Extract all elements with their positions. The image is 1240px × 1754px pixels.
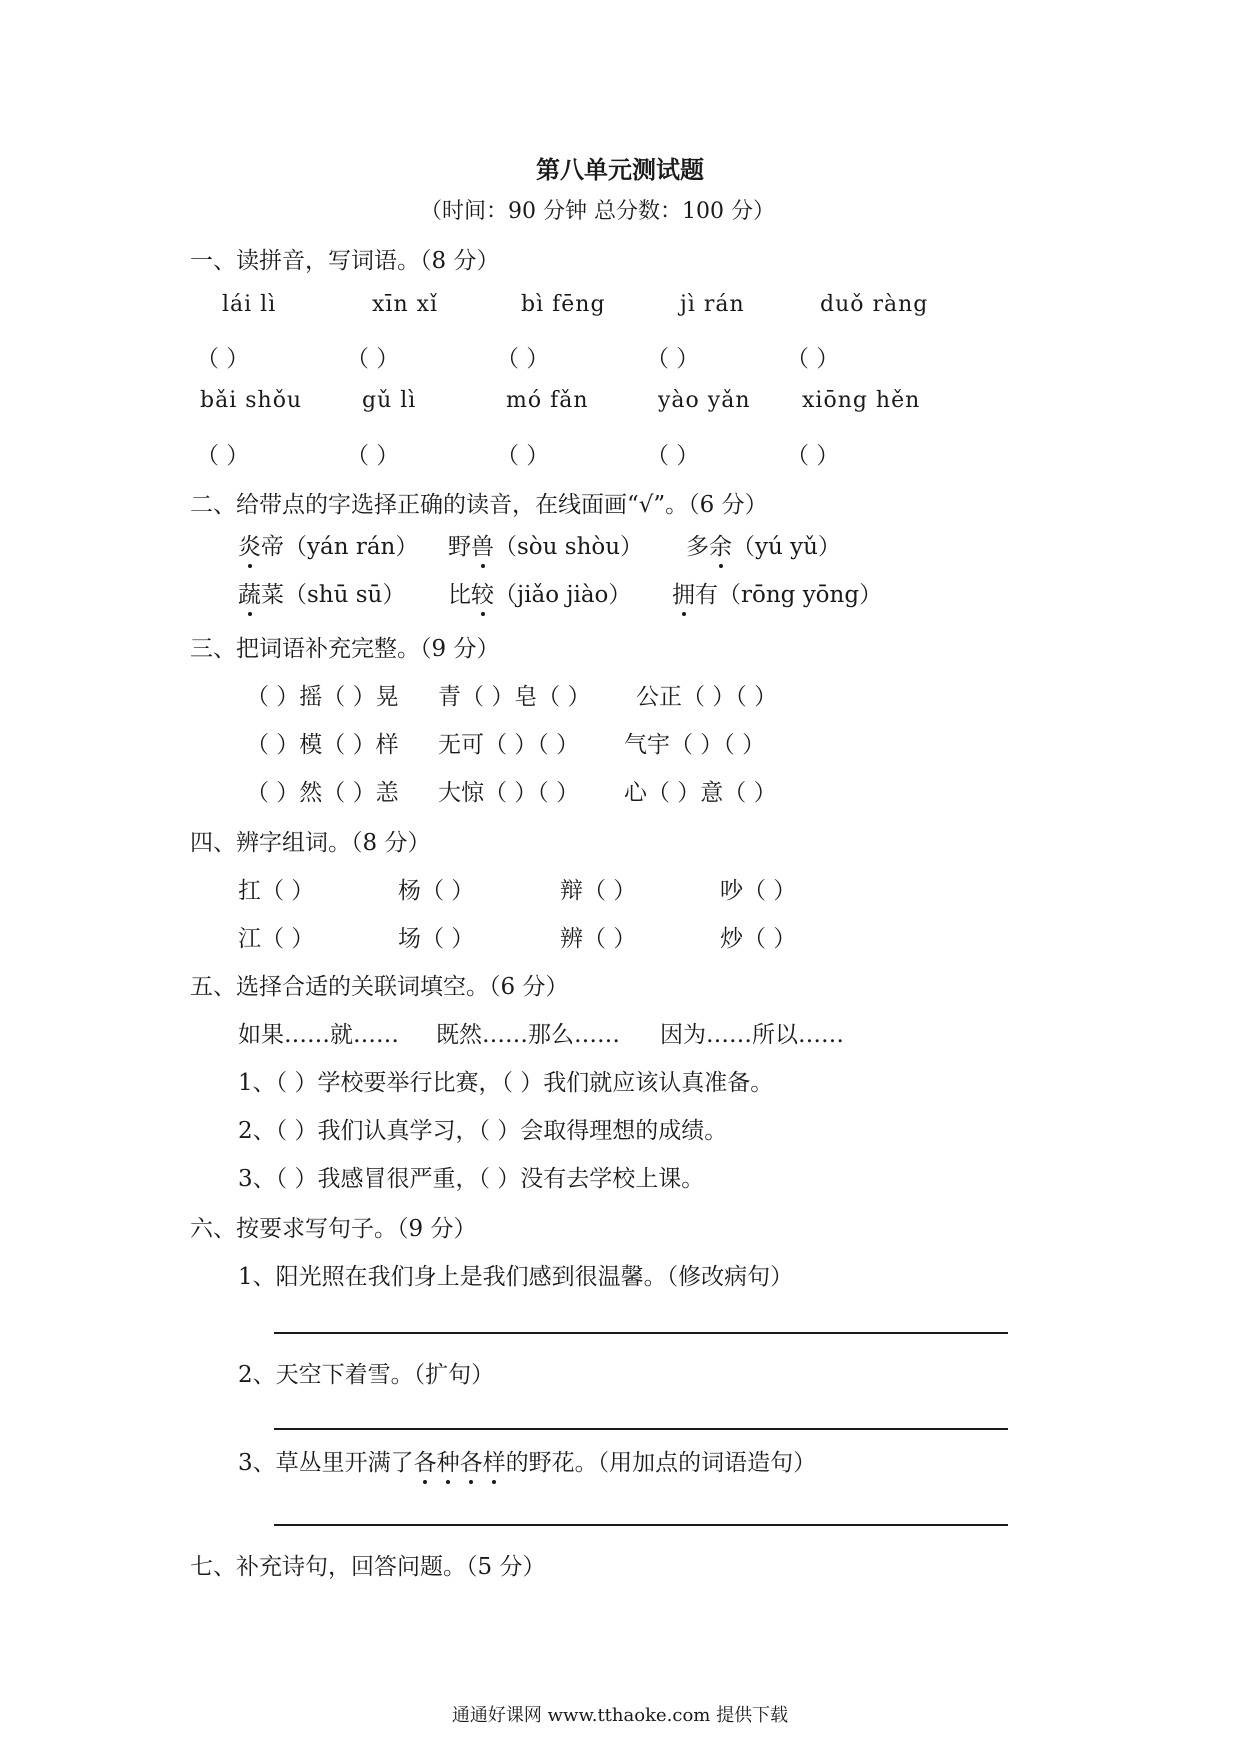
answer-blank[interactable]: （ ） [346,443,400,469]
word-blank[interactable]: 辩（ ） [560,878,637,904]
reading-options[interactable]: （yán rán） [284,534,419,560]
section-6-heading: 六、按要求写句子。（9 分） [190,1216,477,1242]
reading-item [672,576,882,609]
word-blank[interactable]: 江（ ） [238,926,315,952]
char: 有 [695,582,718,608]
pinyin-2: xīn xǐ [372,292,439,317]
pinyin-10: xiōng hěn [802,388,921,413]
reading-item [238,528,418,561]
reading-options[interactable]: （shū sū） [284,582,406,608]
dotted-char: 兽 [471,528,494,561]
pinyin-1: lái lì [222,292,277,317]
idiom-blank[interactable]: 大惊（ ）（ ） [438,780,580,806]
sentence-task-1: 1、阳光照在我们身上是我们感到很温馨。（修改病句） [238,1264,794,1290]
answer-line-3[interactable] [274,1524,1008,1526]
answer-blank[interactable]: （ ） [786,443,840,469]
answer-blank[interactable]: （ ） [786,346,840,372]
section-4-heading: 四、辨字组词。（8 分） [190,830,431,856]
footer: 通通好课网 www.tthaoke.com 提供下载 [451,1705,789,1726]
char: 菜 [261,582,284,608]
reading-item [686,528,841,561]
sentence-task-3 [238,1444,816,1477]
dotted-char: 较 [471,576,494,609]
reading-options[interactable]: （sòu shòu） [494,534,644,560]
answer-blank[interactable]: （ ） [646,443,700,469]
word-blank[interactable]: 吵（ ） [720,878,797,904]
pinyin-7: gǔ lì [362,388,417,413]
idiom-blank[interactable]: 无可（ ）（ ） [438,732,580,758]
section-2-heading: 二、给带点的字选择正确的读音，在线面画“√”。（6 分） [190,492,768,518]
reading-item [238,576,405,609]
reading-options[interactable]: （yú yǔ） [732,534,841,560]
pinyin-8: mó fǎn [506,388,589,413]
idiom-blank[interactable]: 气宇（ ）（ ） [624,732,766,758]
word-blank[interactable]: 辨（ ） [560,926,637,952]
word-blank[interactable]: 场（ ） [398,926,475,952]
char: 多 [686,534,709,560]
word-blank[interactable]: 杨（ ） [398,878,475,904]
section-1-heading: 一、读拼音，写词语。（8 分） [190,248,500,274]
section-7-heading: 七、补充诗句，回答问题。（5 分） [190,1554,546,1580]
dotted-char: 余 [709,528,732,561]
dotted-char: 各 [414,1444,437,1477]
exam-info: （时间：90 分钟 总分数：100 分） [420,199,775,224]
pinyin-3: bì fēng [521,292,606,317]
answer-blank[interactable]: （ ） [646,346,700,372]
char: 野 [448,534,471,560]
reading-options[interactable]: （jiǎo jiào） [494,582,632,608]
task-text: 的野花。（用加点的词语造句） [505,1450,817,1476]
char: 帝 [261,534,284,560]
pinyin-4: jì rán [680,292,745,317]
reading-item [448,528,643,561]
fill-sentence[interactable]: 1、（ ）学校要举行比赛，（ ）我们就应该认真准备。 [238,1070,774,1096]
dotted-char: 蔬 [238,576,261,609]
answer-blank[interactable]: （ ） [196,443,250,469]
answer-line-1[interactable] [274,1332,1008,1334]
pinyin-6: bǎi shǒu [200,388,303,413]
idiom-blank[interactable]: 青（ ）皂（ ） [438,684,591,710]
idiom-blank[interactable]: （ ）模（ ）样 [246,732,399,758]
dotted-char: 拥 [672,576,695,609]
reading-item [448,576,631,609]
answer-blank[interactable]: （ ） [346,346,400,372]
dotted-char: 炎 [238,528,261,561]
reading-options[interactable]: （rōng yōng） [718,582,883,608]
pinyin-5: duǒ ràng [820,292,929,317]
page-title: 第八单元测试题 [536,155,704,184]
idiom-blank[interactable]: 公正（ ）（ ） [636,684,778,710]
conjunction-option: 既然……那么…… [436,1022,620,1048]
word-blank[interactable]: 扛（ ） [238,878,315,904]
fill-sentence[interactable]: 2、（ ）我们认真学习，（ ）会取得理想的成绩。 [238,1118,728,1144]
conjunction-option: 因为……所以…… [660,1022,844,1048]
idiom-blank[interactable]: （ ）摇（ ）晃 [246,684,399,710]
section-3-heading: 三、把词语补充完整。（9 分） [190,636,500,662]
pinyin-9: yào yǎn [658,388,751,413]
idiom-blank[interactable]: （ ）然（ ）恙 [246,780,399,806]
answer-blank[interactable]: （ ） [496,443,550,469]
dotted-char: 样 [483,1444,506,1477]
sentence-task-2: 2、天空下着雪。（扩句） [238,1362,495,1388]
dotted-char: 各 [460,1444,483,1477]
answer-blank[interactable]: （ ） [496,346,550,372]
fill-sentence[interactable]: 3、（ ）我感冒很严重，（ ）没有去学校上课。 [238,1166,705,1192]
answer-line-2[interactable] [274,1428,1008,1430]
char: 比 [448,582,471,608]
section-5-heading: 五、选择合适的关联词填空。（6 分） [190,974,569,1000]
dotted-char: 种 [437,1444,460,1477]
conjunction-option: 如果……就…… [238,1022,399,1048]
idiom-blank[interactable]: 心（ ）意（ ） [624,780,777,806]
task-text: 3、草丛里开满了 [238,1450,414,1476]
word-blank[interactable]: 炒（ ） [720,926,797,952]
answer-blank[interactable]: （ ） [196,346,250,372]
